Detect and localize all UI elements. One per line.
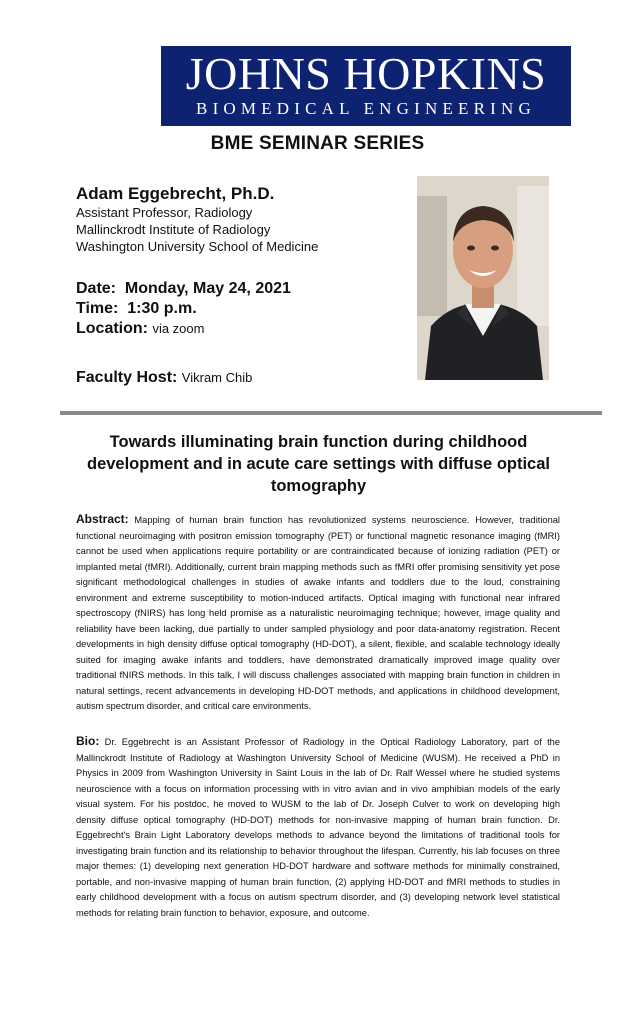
- seminar-series-heading: BME SEMINAR SERIES: [210, 133, 425, 154]
- abstract-section: [76, 512, 560, 715]
- abstract-label: Abstract:: [76, 512, 129, 526]
- event-location: [76, 319, 291, 339]
- time-label: Time:: [76, 300, 119, 317]
- host-value: Vikram Chib: [181, 370, 253, 385]
- location-label: Location:: [76, 320, 148, 337]
- event-details: [76, 279, 291, 339]
- logo-subtitle: BIOMEDICAL ENGINEERING: [196, 99, 536, 118]
- jhu-bme-logo-banner: [161, 46, 571, 126]
- speaker-school: Washington University School of Medicine: [76, 239, 319, 254]
- speaker-name: Adam Eggebrecht, Ph.D.: [76, 184, 275, 203]
- speaker-institute: Mallinckrodt Institute of Radiology: [76, 222, 271, 237]
- location-value: via zoom: [152, 321, 205, 336]
- bio-section: [76, 734, 560, 921]
- event-date: [76, 279, 291, 299]
- portrait-illustration: [417, 176, 549, 380]
- time-value: 1:30 p.m.: [127, 300, 197, 317]
- logo-title: JOHNS HOPKINS: [185, 48, 547, 99]
- speaker-block: [76, 183, 318, 255]
- abstract-text: Mapping of human brain function has revolutionized systems neuroscience. However, traditional functional neuroimaging with positron emission tomography (PET) or functional magnetic resonance imaging (fMRI) cannot be used when applications require portability or are contraindicated because of ionizing radiation (PET) or implanted metal (fMRI). Additionally, current brain mapping methods such as fMRI offer promising sensitivity yet pose significant methodological challenges in studies of awake infants and toddlers due to the loud, constraining environment and extreme susceptibility to motion-induced artifacts. Optical imaging with functional near infrared spectroscopy (fNIRS) has long held promise as a naturalistic neuroimaging technique; however, image quality and reliability have been lacking, due partially to under sampled physiology and poor data-anatomy registration. Recent developments in high density diffuse optical tomography (HD-DOT), a silent, flexible, and scalable technology ideally suited for imaging awake infants and toddlers, have demonstrated dramatically improved image quality over traditional fNIRS methods. In this talk, I will discuss challenges associated with mapping brain function in children in natural settings, recent advancements in developing HD-DOT methods, and applications in childhood development, autism spectrum disorder, and critical care environments.: [76, 515, 560, 711]
- bio-label: Bio:: [76, 734, 100, 748]
- speaker-position: Assistant Professor, Radiology: [76, 205, 253, 220]
- event-time: [76, 299, 291, 319]
- talk-title: Towards illuminating brain function during childhood development and in acute care settings with diffuse optical tomography: [86, 433, 550, 495]
- date-label: Date:: [76, 280, 117, 297]
- date-value: Monday, May 24, 2021: [124, 280, 291, 297]
- bio-text: Dr. Eggebrecht is an Assistant Professor of Radiology in the Optical Radiology Laboratory, part of the Mallinckrodt Institute of Radiology at Washington University School of Medicine (WUSM). He received a PhD in Physics in 2009 from Washington University in Saint Louis in the lab of Dr. Ralf Wessel where he studied systems neuroscience with a focus on information processing with in vitro avian and in vivo amphibian models of the early visual system. For his postdoc, he moved to WUSM to the lab of Dr. Joseph Culver to work on developing high density diffuse optical tomography (HD-DOT) methods for non-invasive mapping of human brain function. Dr. Eggebrecht's Brain Light Laboratory develops methods to advance beyond the limitations of traditional tools for investigating brain function and its relationship to behavior throughout the lifespan. Currently, his lab focuses on three major themes: (1) developing next generation HD-DOT hardware and software methods for minimally constrained, portable, and non-invasive mapping of human brain function, (2) applying HD-DOT and fMRI methods to studies in early childhood development with a focus on autism spectrum disorder, and (3) developing network level statistical methods for relating brain function to behavior, exposure, and outcome.: [76, 737, 560, 918]
- faculty-host: [76, 369, 252, 387]
- section-divider: [60, 411, 602, 415]
- speaker-photo: [417, 176, 549, 380]
- host-label: Faculty Host:: [76, 369, 178, 386]
